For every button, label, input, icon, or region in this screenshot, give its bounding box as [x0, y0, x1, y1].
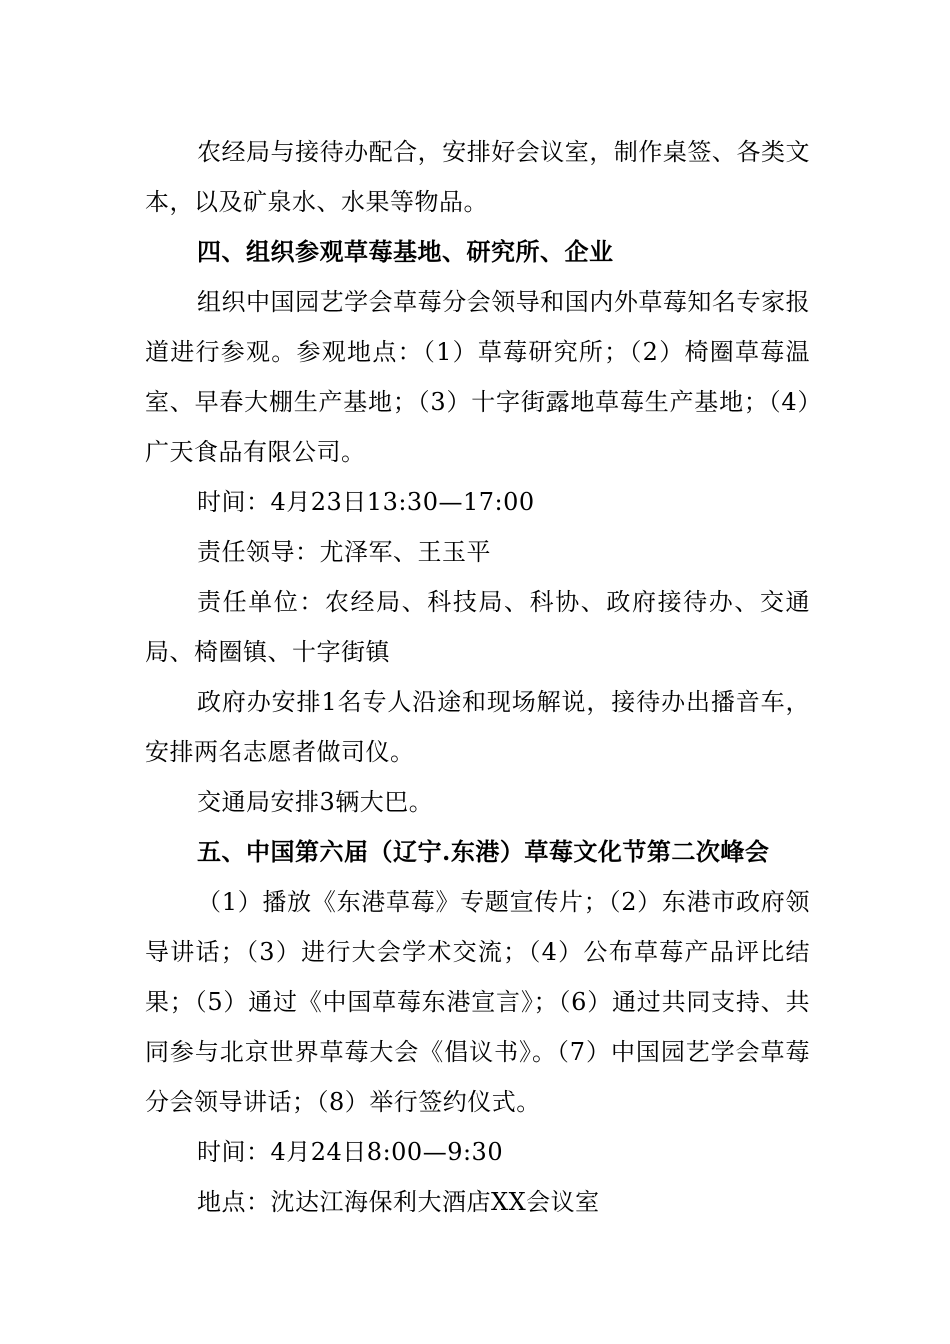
paragraph-summit-time: 时间：4月24日8:00—9:30	[197, 1138, 504, 1166]
paragraph-guide-arrangement: 政府办安排1名专人沿途和现场解说，接待办出播音车，安排两名志愿者做司仪。	[145, 688, 810, 766]
section-heading-4: 四、组织参观草莓基地、研究所、企业	[197, 237, 614, 266]
paragraph-buses: 交通局安排3辆大巴。	[197, 788, 434, 816]
paragraph-responsible-leaders: 责任领导：尤泽军、王玉平	[197, 538, 491, 566]
paragraph-venue-prep: 农经局与接待办配合，安排好会议室，制作桌签、各类文本，以及矿泉水、水果等物品。	[145, 138, 810, 216]
paragraph-visit-sites: 组织中国园艺学会草莓分会领导和国内外草莓知名专家报道进行参观。参观地点：（1）草莓研究所；（2）椅圈草莓温室、早春大棚生产基地；（3）十字街露地草莓生产基地；（4）广天食品有限公司。	[145, 288, 810, 466]
paragraph-summit-location: 地点：沈达江海保利大酒店XX会议室	[197, 1188, 600, 1216]
paragraph-responsible-units: 责任单位：农经局、科技局、科协、政府接待办、交通局、椅圈镇、十字街镇	[145, 588, 810, 666]
paragraph-visit-time: 时间：4月23日13:30—17:00	[197, 488, 535, 516]
document-page	[145, 127, 810, 1227]
paragraph-summit-agenda: （1）播放《东港草莓》专题宣传片；（2）东港市政府领导讲话；（3）进行大会学术交流；（4）公布草莓产品评比结果；（5）通过《中国草莓东港宣言》；（6）通过共同支持、共同参与北京世界草莓大会《倡议书》。（7）中国园艺学会草莓分会领导讲话；（8）举行签约仪式。	[145, 888, 810, 1116]
section-heading-5: 五、中国第六届（辽宁.东港）草莓文化节第二次峰会	[197, 837, 770, 866]
